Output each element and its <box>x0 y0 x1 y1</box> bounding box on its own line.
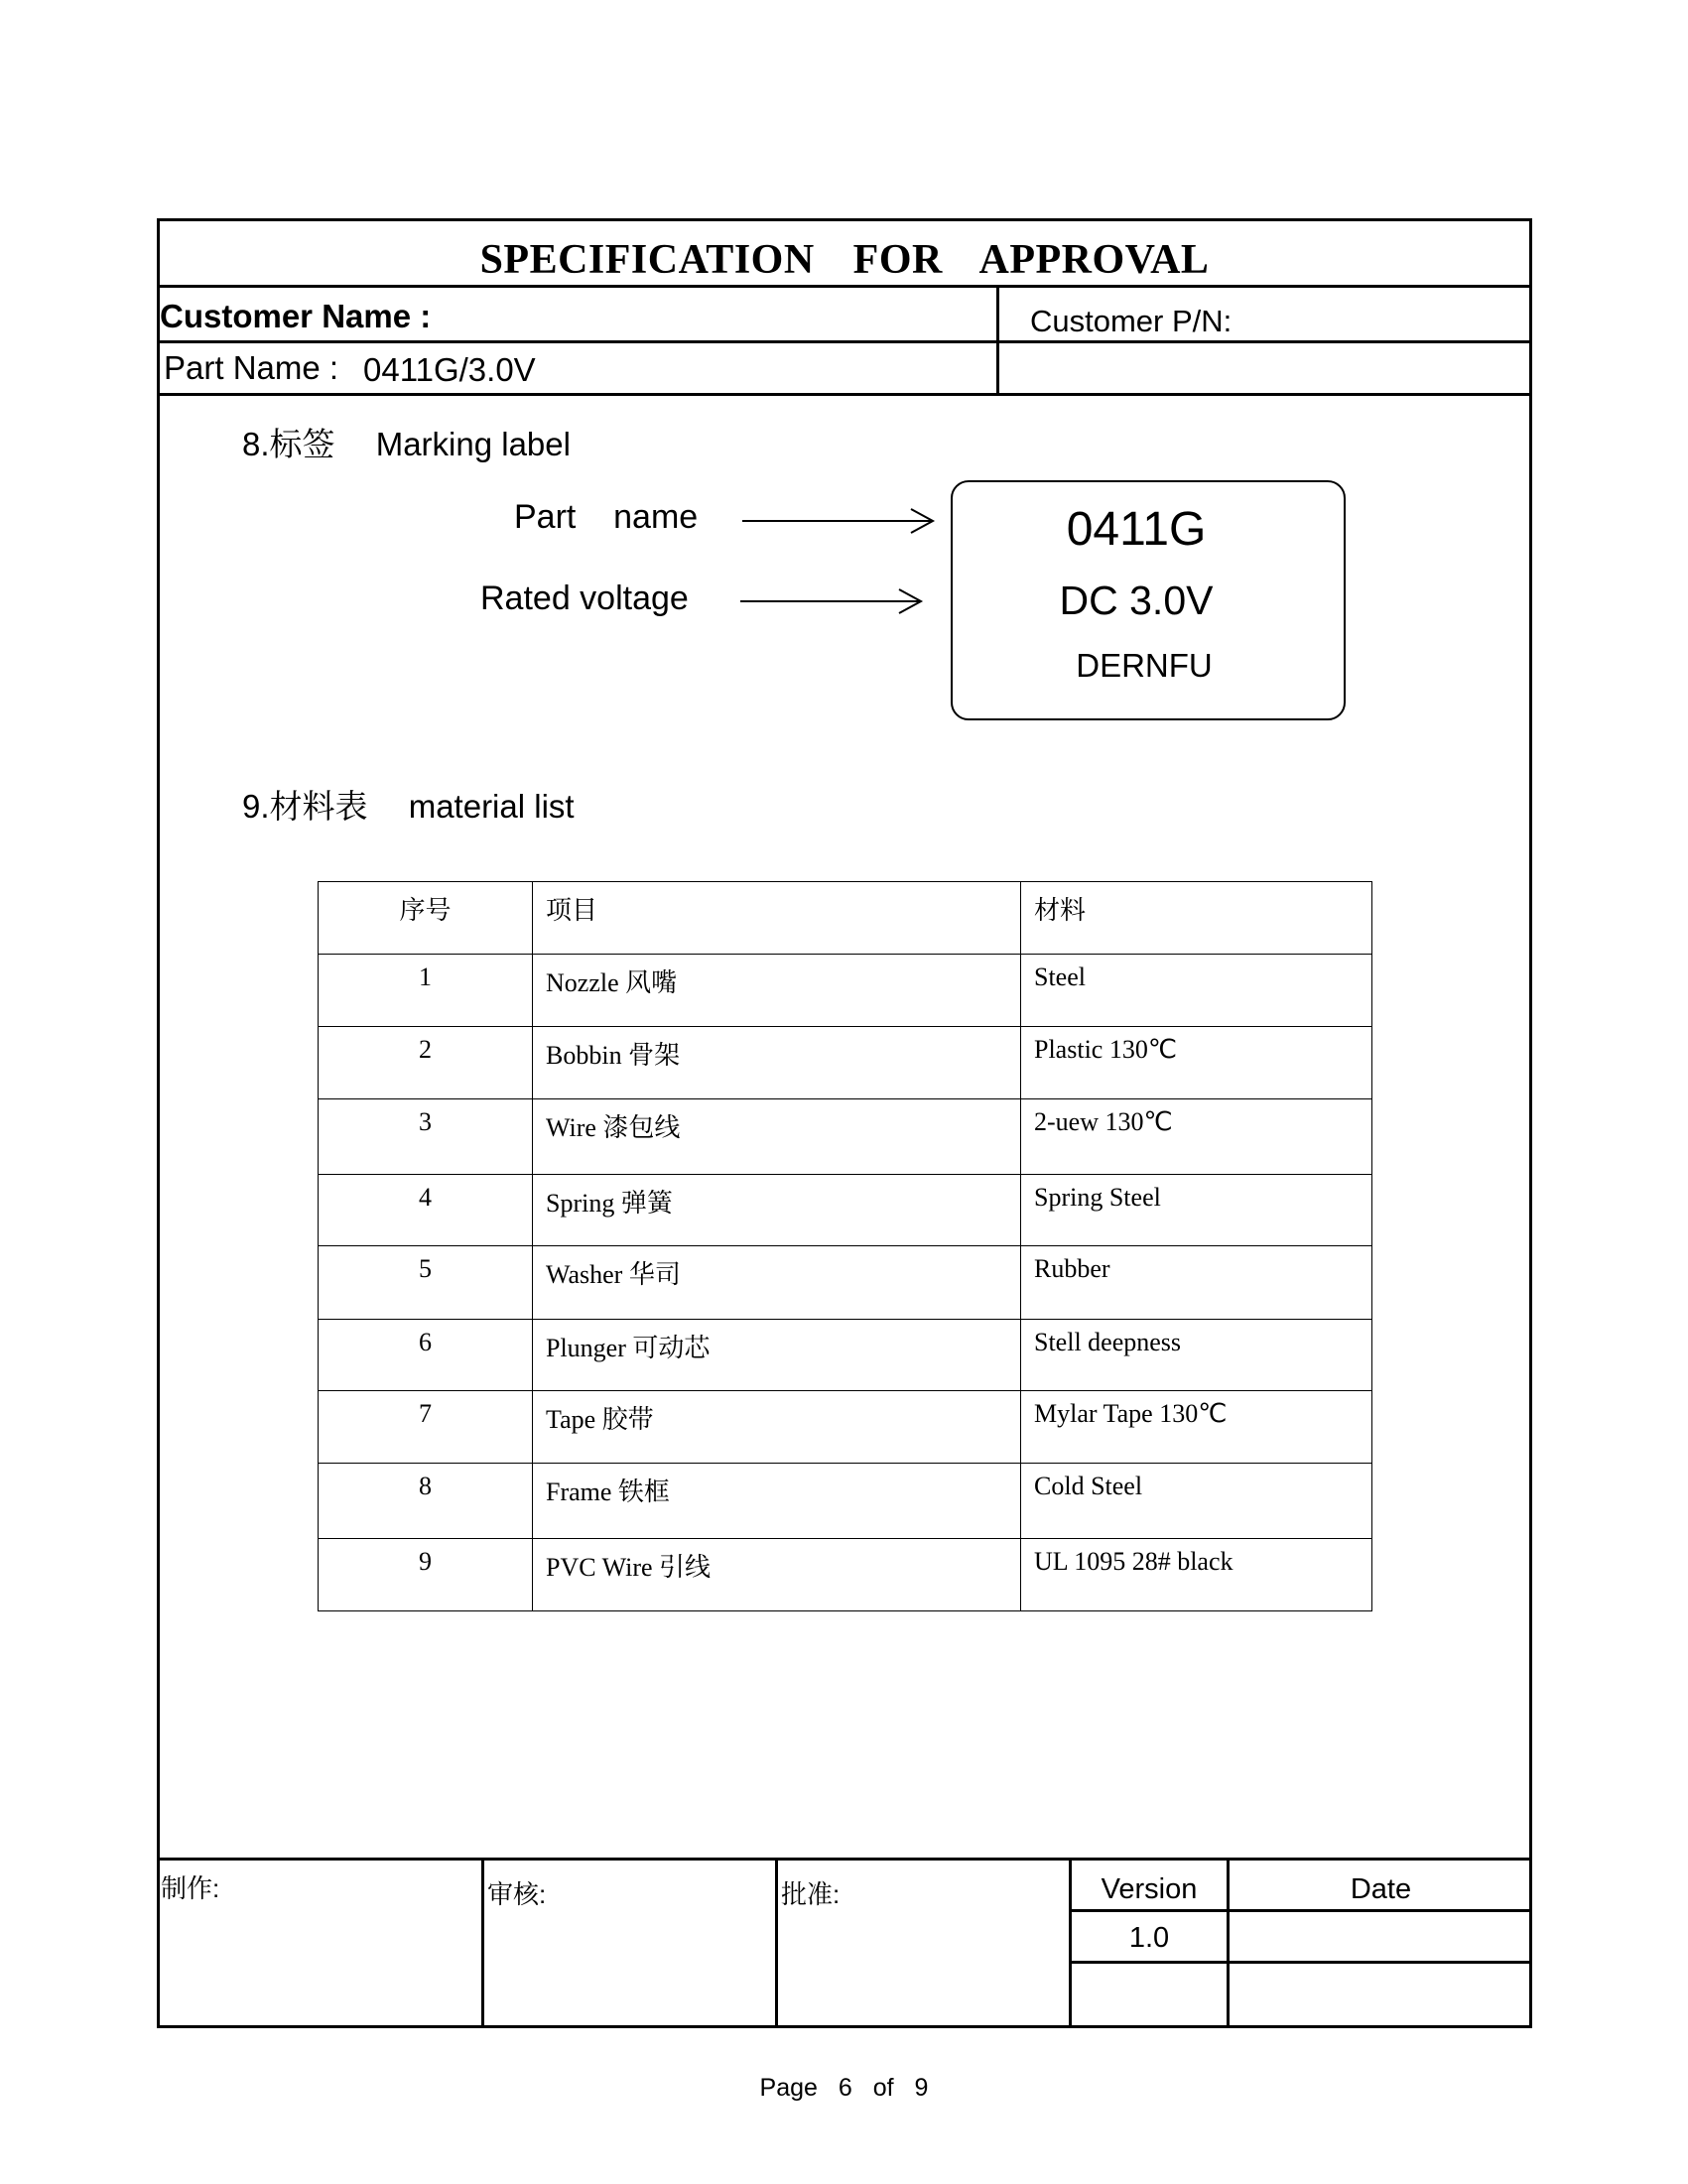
row-item: Wire 漆包线 <box>533 1099 1021 1175</box>
row-material: 2-uew 130℃ <box>1021 1099 1372 1175</box>
customer-row-divider <box>157 340 1532 343</box>
materials-heading <box>242 781 575 828</box>
row-index: 5 <box>319 1246 533 1320</box>
row-item: Spring 弹簧 <box>533 1175 1021 1246</box>
row-material: Plastic 130℃ <box>1021 1027 1372 1099</box>
row-material: Spring Steel <box>1021 1175 1372 1246</box>
version-label: Version <box>1101 1873 1198 1905</box>
table-row <box>319 1027 1372 1099</box>
label-voltage: DC 3.0V <box>1059 578 1214 623</box>
part-name-value: 0411G/3.0V <box>363 351 536 388</box>
reviewed-by-label: 审核: <box>487 1879 547 1909</box>
footer-version-rule-2 <box>1069 1961 1532 1964</box>
row-material: UL 1095 28# black <box>1021 1539 1372 1611</box>
row-index: 1 <box>319 955 533 1027</box>
row-material: Cold Steel <box>1021 1464 1372 1539</box>
marking-heading <box>242 419 571 465</box>
materials-heading-number: 9.材料表 <box>242 788 368 825</box>
marking-heading-english: Marking label <box>375 426 571 462</box>
part-name-label: Part Name : <box>164 349 339 386</box>
row-index: 2 <box>319 1027 533 1099</box>
column-header-index: 序号 <box>319 882 533 955</box>
table-row <box>319 1246 1372 1320</box>
row-material: Steel <box>1021 955 1372 1027</box>
materials-heading-english: material list <box>408 788 575 825</box>
label-brand: DERNFU <box>1076 647 1213 684</box>
table-row <box>319 1175 1372 1246</box>
table-row <box>319 1320 1372 1391</box>
rated-voltage-callout: Rated voltage <box>480 579 689 617</box>
table-row <box>319 1464 1372 1539</box>
row-material: Stell deepness <box>1021 1320 1372 1391</box>
footer-divider-1 <box>481 1858 484 2026</box>
row-item: Frame 铁框 <box>533 1464 1021 1539</box>
row-index: 9 <box>319 1539 533 1611</box>
table-row <box>319 1539 1372 1611</box>
page-number: Page 6 of 9 <box>759 2074 929 2102</box>
table-row <box>319 1099 1372 1175</box>
row-item: Bobbin 骨架 <box>533 1027 1021 1099</box>
row-index: 4 <box>319 1175 533 1246</box>
footer-divider-2 <box>775 1858 778 2026</box>
row-item: Plunger 可动芯 <box>533 1320 1021 1391</box>
footer-version-rule-1 <box>1069 1909 1532 1912</box>
part-name-arrow <box>740 506 939 536</box>
row-index: 7 <box>319 1391 533 1464</box>
column-header-material: 材料 <box>1021 882 1372 955</box>
approved-by-label: 批准: <box>781 1879 841 1909</box>
marking-label-box <box>951 480 1346 720</box>
table-header-row <box>319 882 1372 955</box>
part-row-divider <box>157 393 1532 396</box>
made-by-label: 制作: <box>161 1873 220 1903</box>
date-label: Date <box>1350 1873 1412 1905</box>
label-model: 0411G <box>1066 503 1207 556</box>
column-header-item: 项目 <box>533 882 1021 955</box>
row-item: Tape 胶带 <box>533 1391 1021 1464</box>
customer-name-label: Customer Name : <box>160 298 432 334</box>
part-name-callout: Part name <box>514 498 699 536</box>
footer-top-rule <box>157 1858 1532 1861</box>
table-row <box>319 1391 1372 1464</box>
header-column-divider <box>996 285 999 395</box>
marking-heading-number: 8.标签 <box>242 426 335 462</box>
version-value: 1.0 <box>1128 1922 1170 1954</box>
row-index: 8 <box>319 1464 533 1539</box>
row-material: Mylar Tape 130℃ <box>1021 1391 1372 1464</box>
rated-voltage-arrow <box>738 586 927 616</box>
row-material: Rubber <box>1021 1246 1372 1320</box>
title-divider <box>157 285 1532 288</box>
row-item: PVC Wire 引线 <box>533 1539 1021 1611</box>
row-item: Nozzle 风嘴 <box>533 955 1021 1027</box>
row-item: Washer 华司 <box>533 1246 1021 1320</box>
row-index: 3 <box>319 1099 533 1175</box>
document-title: SPECIFICATION FOR APPROVAL <box>479 237 1210 283</box>
row-index: 6 <box>319 1320 533 1391</box>
customer-pn-label: Customer P/N: <box>1030 304 1233 338</box>
table-row <box>319 955 1372 1027</box>
material-table <box>318 881 1372 1611</box>
